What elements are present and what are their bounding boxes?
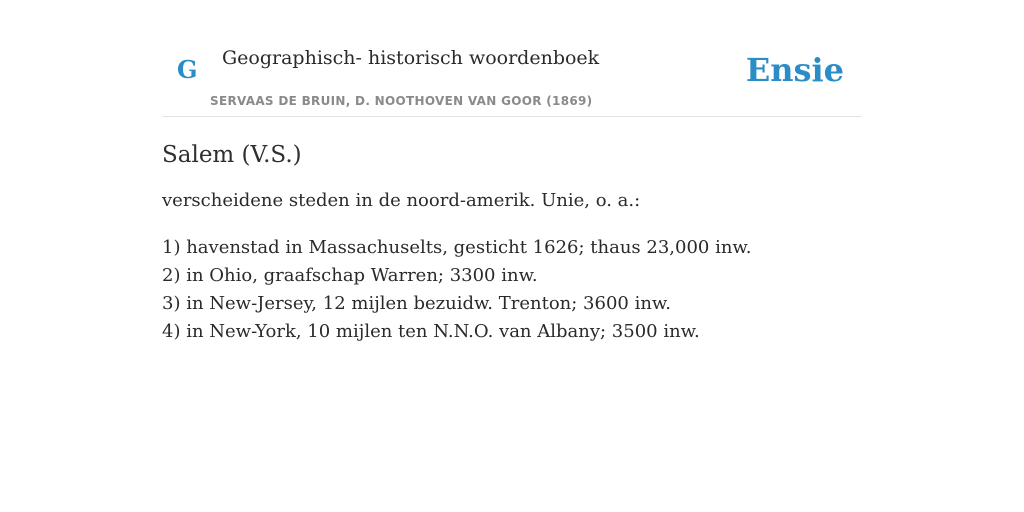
header	[162, 0, 862, 117]
list-item: 1) havenstad in Massachuselts, gesticht 1626; thaus 23,000 inw.	[162, 237, 752, 258]
list-item: 3) in New-Jersey, 12 mijlen bezuidw. Trenton; 3600 inw.	[162, 293, 671, 314]
entry-list	[162, 234, 862, 346]
book-authors: SERVAAS DE BRUIN, D. NOOTHOVEN VAN GOOR (1869)	[210, 94, 593, 108]
list-item: 2) in Ohio, graafschap Warren; 3300 inw.	[162, 265, 538, 286]
list-item: 4) in New-York, 10 mijlen ten N.N.O. van Albany; 3500 inw.	[162, 321, 700, 342]
entry-content	[162, 138, 862, 346]
entry-intro: verscheidene steden in de noord-amerik. Unie, o. a.:	[162, 190, 641, 211]
book-logo-link[interactable]: G	[177, 55, 198, 84]
book-title-link[interactable]: Geographisch- historisch woordenboek	[222, 47, 600, 69]
entry-title: Salem (V.S.)	[162, 142, 302, 168]
ensie-logo-link[interactable]: Ensie	[745, 51, 844, 89]
